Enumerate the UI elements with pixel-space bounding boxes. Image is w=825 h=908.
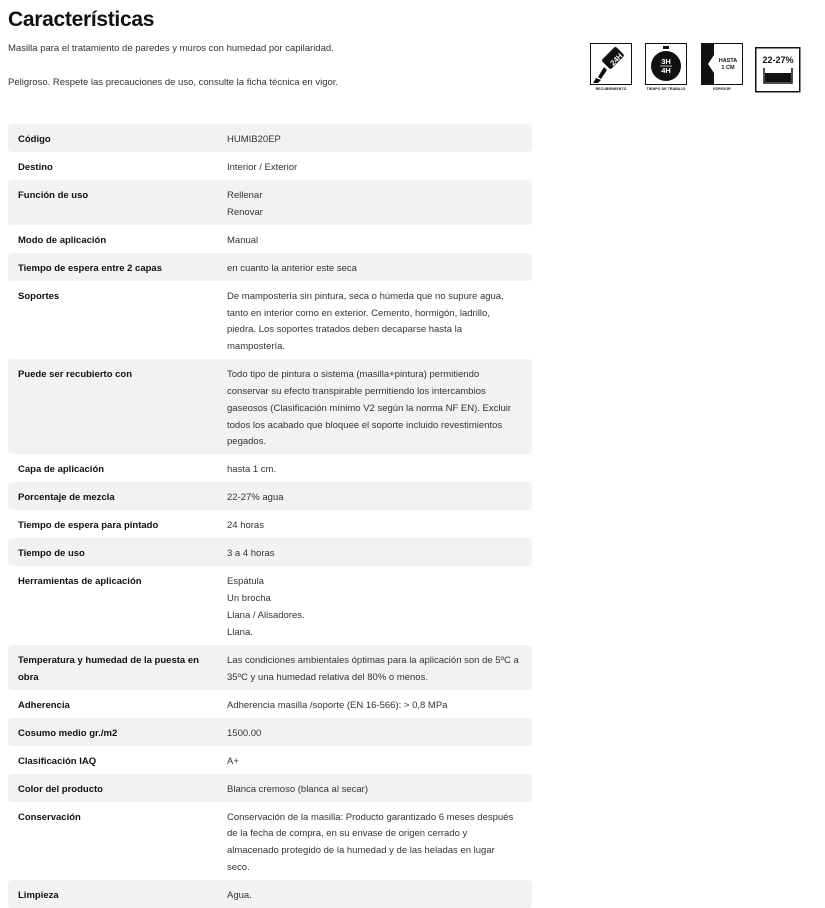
table-row xyxy=(8,152,532,180)
espesor-value-1: HASTA xyxy=(718,58,738,64)
spec-value-line: mampostería. xyxy=(227,341,286,353)
recubrimiento-icon xyxy=(590,43,632,91)
spec-value-line: 3 a 4 horas xyxy=(227,548,275,560)
spec-value xyxy=(218,774,532,802)
espesor-value-2: 1 CM xyxy=(721,65,735,71)
safety-warning: Peligroso. Respete las precauciones de uso, consulte la ficha técnica en vigor. xyxy=(8,77,339,88)
tiempo-trabajo-value-min: 3H xyxy=(661,57,671,66)
spec-value-line: en cuanto la anterior este seca xyxy=(227,262,357,274)
spec-label: Conservación xyxy=(18,811,81,823)
product-description: Masilla para el tratamiento de paredes y muros con humedad por capilaridad. xyxy=(8,43,334,54)
spec-value-line: piedra. Los soportes tratados deben decaparse hasta la xyxy=(227,324,463,336)
spec-label: Color del producto xyxy=(18,783,103,795)
table-row xyxy=(8,746,532,774)
spec-label: Soportes xyxy=(18,290,60,302)
spec-value-line: A+ xyxy=(227,755,239,767)
spec-label: Tiempo de espera para pintado xyxy=(18,520,159,532)
table-row xyxy=(8,880,532,908)
spec-value-line: seco. xyxy=(227,861,250,873)
spec-label: Limpieza xyxy=(18,889,59,901)
table-row xyxy=(8,718,532,746)
spec-value xyxy=(218,180,532,225)
page-title: Características xyxy=(8,8,155,31)
spec-label: Cosumo medio gr./m2 xyxy=(18,727,118,739)
spec-label: Puede ser recubierto con xyxy=(18,369,133,381)
spec-value xyxy=(218,510,532,538)
recubrimiento-caption: RECUBRIMIENTO xyxy=(595,87,627,91)
spec-value xyxy=(218,359,532,454)
table-row xyxy=(8,802,532,880)
table-row xyxy=(8,566,532,644)
characteristics-table xyxy=(8,124,532,908)
espesor-icon xyxy=(701,43,743,91)
spec-value-line: Blanca cremoso (blanca al secar) xyxy=(227,783,368,795)
spec-value-line: HUMIB20EP xyxy=(227,134,281,145)
product-icons xyxy=(590,43,802,93)
spec-value xyxy=(218,690,532,718)
table-row xyxy=(8,690,532,718)
table-row xyxy=(8,482,532,510)
table-row xyxy=(8,645,532,690)
table-row xyxy=(8,124,532,152)
spec-value xyxy=(218,802,532,880)
table-row xyxy=(8,281,532,359)
spec-value-line: conservar su efecto transpirable permitiendo los intercambios xyxy=(227,385,486,397)
spec-label: Capa de aplicación xyxy=(18,464,105,476)
spec-value xyxy=(218,281,532,359)
table-row xyxy=(8,510,532,538)
spec-label: Herramientas de aplicación xyxy=(18,576,142,588)
spec-value-line: Interior / Exterior xyxy=(227,162,298,173)
spec-value-line: Manual xyxy=(227,234,259,246)
spec-value-line: Rellenar xyxy=(227,190,263,201)
mezcla-icon xyxy=(755,47,801,93)
recubrimiento-value: 24H xyxy=(608,51,625,68)
spec-value xyxy=(218,538,532,566)
spec-label: Porcentaje de mezcla xyxy=(18,492,115,504)
tiempo-trabajo-value-max: 4H xyxy=(661,66,671,75)
espesor-caption: ESPESOR xyxy=(713,87,731,91)
spec-value-line: Espátula xyxy=(227,576,264,588)
spec-value xyxy=(218,566,532,644)
spec-value-line: 1500.00 xyxy=(227,727,262,739)
spec-value-line: Renovar xyxy=(227,206,263,218)
spec-label: Función de uso xyxy=(18,190,89,201)
spec-value xyxy=(218,225,532,253)
table-row xyxy=(8,253,532,281)
spec-value-line: hasta 1 cm. xyxy=(227,464,277,476)
table-row xyxy=(8,454,532,482)
spec-value-line: 24 horas xyxy=(227,520,264,532)
tiempo-trabajo-icon xyxy=(645,43,687,91)
spec-value xyxy=(218,152,532,180)
spec-value-line: todos los acabado que bloquee el soporte incluido revestimientos xyxy=(227,419,503,431)
spec-value-line: Llana. xyxy=(227,626,253,638)
table-row xyxy=(8,359,532,454)
spec-value-line: Todo tipo de pintura o sistema (masilla+pintura) permitiendo xyxy=(227,369,480,381)
spec-label: Modo de aplicación xyxy=(18,234,107,246)
spec-value xyxy=(218,253,532,281)
tiempo-trabajo-caption: TIEMPO DE TRABAJO xyxy=(646,87,686,91)
spec-value-line: pegados. xyxy=(227,436,267,448)
spec-value-line: Las condiciones ambientales óptimas para la aplicación son de 5ºC a xyxy=(227,654,519,666)
spec-label: Tiempo de espera entre 2 capas xyxy=(18,262,162,274)
spec-label: Tiempo de uso xyxy=(18,548,85,560)
spec-value xyxy=(218,454,532,482)
spec-label: Adherencia xyxy=(18,699,70,711)
spec-value-line: Llana / Alisadores. xyxy=(227,609,305,621)
spec-value-line: Un brocha xyxy=(227,593,271,605)
spec-value xyxy=(218,880,532,908)
spec-value-line: gaseosos (Clasificación mínimo V2 según la norma NF EN). Excluir xyxy=(227,402,512,414)
spec-label: Código xyxy=(18,134,51,145)
spec-label: Destino xyxy=(18,162,53,173)
spec-value-line: Adherencia masilla /soporte (EN 16-566): > 0,8 MPa xyxy=(227,699,448,711)
spec-value xyxy=(218,718,532,746)
spec-value-line: Agua. xyxy=(227,889,252,901)
spec-value xyxy=(218,482,532,510)
table-row xyxy=(8,774,532,802)
spec-value-line: Conservación de la masilla: Producto garantizado 6 meses después xyxy=(227,811,514,823)
table-row xyxy=(8,180,532,225)
spec-label: Temperatura y humedad de la puesta en obra xyxy=(18,654,199,683)
spec-value xyxy=(218,124,532,152)
spec-value-line: de la fecha de compra, en su envase de origen cerrado y xyxy=(227,828,468,840)
spec-value xyxy=(218,645,532,690)
spec-value-line: almacenado protegido de la humedad y de las heladas en lugar xyxy=(227,845,495,857)
spec-label: Clasificación IAQ xyxy=(18,755,97,767)
spec-value xyxy=(218,746,532,774)
table-row xyxy=(8,538,532,566)
spec-value-line: tanto en interior como en exterior. Cemento, hormigón, ladrillo, xyxy=(227,307,490,319)
table-row xyxy=(8,225,532,253)
spec-value-line: 22-27% agua xyxy=(227,492,284,504)
spec-value-line: De mampostería sin pintura, seca o húmeda que no supure agua, xyxy=(227,290,504,302)
mezcla-value: 22-27% xyxy=(762,55,794,65)
spec-value-line: 35ºC y una humedad relativa del 80% o menos. xyxy=(227,671,428,683)
